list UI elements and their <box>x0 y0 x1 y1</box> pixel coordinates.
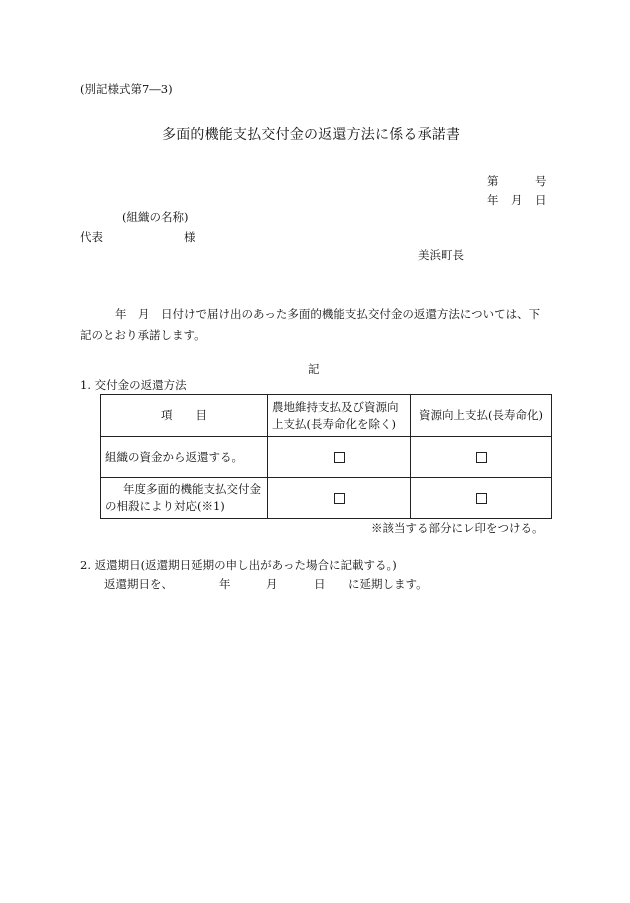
date-month: 月 <box>511 193 523 207</box>
doc-number-dai: 第 <box>487 174 499 188</box>
section1-heading: 1. 交付金の返還方法 <box>80 378 187 392</box>
row2-item <box>101 478 268 519</box>
body-line-2: 記のとおり承諾します。 <box>80 328 206 342</box>
header-col2-line2: 上支払(長寿命化を除く) <box>272 416 396 431</box>
table-row <box>101 478 552 519</box>
row2-col2-checkbox[interactable] <box>268 478 411 519</box>
date-year: 年 <box>487 193 499 207</box>
due-date-year: 年 <box>219 577 231 591</box>
header-col2-line1: 農地維持支払及び資源向 <box>272 399 399 414</box>
body-paragraph <box>80 304 550 346</box>
representative-honorific: 様 <box>184 230 196 244</box>
table-row <box>101 437 552 478</box>
return-method-table <box>100 394 552 519</box>
header-item: 項 目 <box>101 395 268 437</box>
org-name-label: (組織の名称) <box>122 210 189 224</box>
due-date-month: 月 <box>266 577 278 591</box>
due-date-suffix: に延期します。 <box>348 577 428 591</box>
checkbox-icon[interactable] <box>334 493 345 504</box>
row1-col3-checkbox[interactable] <box>411 437 552 478</box>
page-title: 多面的機能支払交付金の返還方法に係る承諾書 <box>162 127 461 143</box>
row1-col2-checkbox[interactable] <box>268 437 411 478</box>
header-col2 <box>268 395 411 437</box>
due-date-prefix: 返還期日を、 <box>104 577 173 591</box>
ki-label: 記 <box>308 362 320 376</box>
doc-number-go: 号 <box>535 174 547 188</box>
due-date-day: 日 <box>314 577 326 591</box>
row2-item-line1: 年度多面的機能支払交付金 <box>123 482 261 496</box>
section2-heading: 2. 返還期日(返還期日延期の申し出があった場合に記載する。) <box>80 558 397 572</box>
row2-item-line2: の相殺により対応(※1) <box>105 499 225 513</box>
issuer: 美浜町長 <box>418 248 464 262</box>
body-line-1: 年 月 日付けで届け出のあった多面的機能支払交付金の返還方法については、下 <box>115 307 541 321</box>
form-code: (別記様式第7―3) <box>80 82 173 96</box>
representative-label: 代表 <box>80 230 103 244</box>
checkbox-icon[interactable] <box>476 452 487 463</box>
table-header-row <box>101 395 552 437</box>
row1-item: 組織の資金から返還する。 <box>101 437 268 478</box>
table-note: ※該当する部分にレ印をつける。 <box>371 521 544 535</box>
header-col3: 資源向上支払(長寿命化) <box>411 395 552 437</box>
row2-col3-checkbox[interactable] <box>411 478 552 519</box>
checkbox-icon[interactable] <box>334 452 345 463</box>
checkbox-icon[interactable] <box>476 493 487 504</box>
date-day: 日 <box>535 193 547 207</box>
